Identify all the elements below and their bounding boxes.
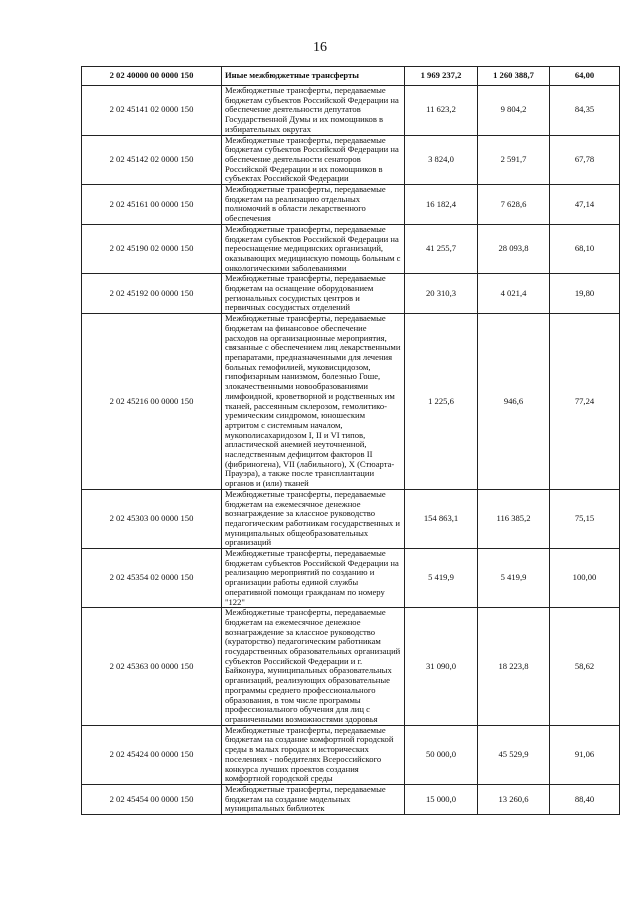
table-row [82, 489, 620, 548]
budget-table-body [82, 67, 620, 815]
execution-percent: 68,10 [550, 224, 620, 274]
table-row [82, 314, 620, 490]
table-row [82, 608, 620, 725]
budget-code: 2 02 45192 00 0000 150 [82, 274, 222, 314]
actual-amount: 4 021,4 [478, 274, 550, 314]
execution-percent: 84,35 [550, 86, 620, 136]
budget-code: 2 02 45216 00 0000 150 [82, 314, 222, 490]
budget-code: 2 02 45142 02 0000 150 [82, 135, 222, 185]
table-row [82, 274, 620, 314]
transfer-name: Межбюджетные трансферты, передаваемые бюджетам на создание комфортной городской среды в малых городах и исторических поселениях - победителях Всероссийского конкурса лучших проектов создания комфортной городской среды [222, 725, 405, 784]
execution-percent: 91,06 [550, 725, 620, 784]
budget-code: 2 02 45454 00 0000 150 [82, 784, 222, 814]
plan-amount: 11 623,2 [405, 86, 478, 136]
execution-percent: 67,78 [550, 135, 620, 185]
budget-code: 2 02 45303 00 0000 150 [82, 489, 222, 548]
budget-code: 2 02 45354 02 0000 150 [82, 549, 222, 608]
transfer-name: Межбюджетные трансферты, передаваемые бюджетам на ежемесячное денежное вознаграждение за классное руководство (кураторство) педагогическим работникам государственных образовательных организаций субъектов Российской Федерации и г. Байконура, муниципальных образовательных организаций, реализующих образовательные программы среднего профессионального образования, в том числе программы профессионального обучения для лиц с ограниченными возможностями здоровья [222, 608, 405, 725]
actual-amount: 946,6 [478, 314, 550, 490]
actual-amount: 5 419,9 [478, 549, 550, 608]
budget-code: 2 02 45161 00 0000 150 [82, 185, 222, 225]
execution-percent: 100,00 [550, 549, 620, 608]
execution-percent: 75,15 [550, 489, 620, 548]
actual-amount: 7 628,6 [478, 185, 550, 225]
execution-percent: 19,80 [550, 274, 620, 314]
plan-amount: 41 255,7 [405, 224, 478, 274]
table-row [82, 135, 620, 185]
budget-code: 2 02 45363 00 0000 150 [82, 608, 222, 725]
table-row [82, 185, 620, 225]
transfer-name: Межбюджетные трансферты, передаваемые бюджетам на создание модельных муниципальных библиотек [222, 784, 405, 814]
actual-amount: 28 093,8 [478, 224, 550, 274]
budget-code: 2 02 40000 00 0000 150 [82, 67, 222, 86]
execution-percent: 64,00 [550, 67, 620, 86]
table-row [82, 549, 620, 608]
execution-percent: 77,24 [550, 314, 620, 490]
plan-amount: 1 969 237,2 [405, 67, 478, 86]
plan-amount: 1 225,6 [405, 314, 478, 490]
table-row [82, 224, 620, 274]
execution-percent: 47,14 [550, 185, 620, 225]
transfer-name: Межбюджетные трансферты, передаваемые бюджетам субъектов Российской Федерации на обеспечение деятельности депутатов Государственной Думы и их помощников в избирательных округах [222, 86, 405, 136]
transfer-name: Межбюджетные трансферты, передаваемые бюджетам субъектов Российской Федерации на реализацию мероприятий по созданию и организации работы единой службы оперативной помощи гражданам по номеру "122" [222, 549, 405, 608]
transfer-name: Межбюджетные трансферты, передаваемые бюджетам на оснащение оборудованием региональных сосудистых центров и первичных сосудистых отделений [222, 274, 405, 314]
transfer-name: Межбюджетные трансферты, передаваемые бюджетам на реализацию отдельных полномочий в области лекарственного обеспечения [222, 185, 405, 225]
plan-amount: 50 000,0 [405, 725, 478, 784]
actual-amount: 1 260 388,7 [478, 67, 550, 86]
actual-amount: 116 385,2 [478, 489, 550, 548]
budget-table [81, 66, 620, 815]
execution-percent: 58,62 [550, 608, 620, 725]
transfer-name: Межбюджетные трансферты, передаваемые бюджетам субъектов Российской Федерации на переоснащение медицинских организаций, оказывающих медицинскую помощь больным с онкологическими заболеваниями [222, 224, 405, 274]
transfer-name: Межбюджетные трансферты, передаваемые бюджетам субъектов Российской Федерации на обеспечение деятельности сенаторов Российской Федерации и их помощников в субъектах Российской Федерации [222, 135, 405, 185]
budget-code: 2 02 45190 02 0000 150 [82, 224, 222, 274]
actual-amount: 13 260,6 [478, 784, 550, 814]
plan-amount: 15 000,0 [405, 784, 478, 814]
transfer-name: Межбюджетные трансферты, передаваемые бюджетам на ежемесячное денежное вознаграждение за классное руководство педагогическим работникам государственных и муниципальных общеобразовательных организаций [222, 489, 405, 548]
table-row [82, 784, 620, 814]
transfer-name: Иные межбюджетные трансферты [222, 67, 405, 86]
table-row [82, 725, 620, 784]
plan-amount: 5 419,9 [405, 549, 478, 608]
transfer-name: Межбюджетные трансферты, передаваемые бюджетам на финансовое обеспечение расходов на организационные мероприятия, связанные с обеспечением лиц лекарственными препаратами, предназначенными для лечения больных гемофилией, муковисцидозом, гипофизарным нанизмом, болезнью Гоше, злокачественными новообразованиями лимфоидной, кроветворной и родственных им тканей, рассеянным склерозом, гемолитико-уремическим синдромом, юношеским артритом с системным началом, мукополисахаридозом I, II и VI типов, апластической анемией неуточненной, наследственным дефицитом факторов II (фибриногена), VII (лабильного), X (Стюарта-Прауэра), а также после трансплантации органов и (или) тканей [222, 314, 405, 490]
table-row [82, 86, 620, 136]
plan-amount: 31 090,0 [405, 608, 478, 725]
budget-code: 2 02 45424 00 0000 150 [82, 725, 222, 784]
plan-amount: 16 182,4 [405, 185, 478, 225]
page-number: 16 [313, 40, 327, 55]
actual-amount: 45 529,9 [478, 725, 550, 784]
plan-amount: 154 863,1 [405, 489, 478, 548]
plan-amount: 20 310,3 [405, 274, 478, 314]
table-row [82, 67, 620, 86]
actual-amount: 18 223,8 [478, 608, 550, 725]
plan-amount: 3 824,0 [405, 135, 478, 185]
actual-amount: 9 804,2 [478, 86, 550, 136]
budget-code: 2 02 45141 02 0000 150 [82, 86, 222, 136]
actual-amount: 2 591,7 [478, 135, 550, 185]
execution-percent: 88,40 [550, 784, 620, 814]
